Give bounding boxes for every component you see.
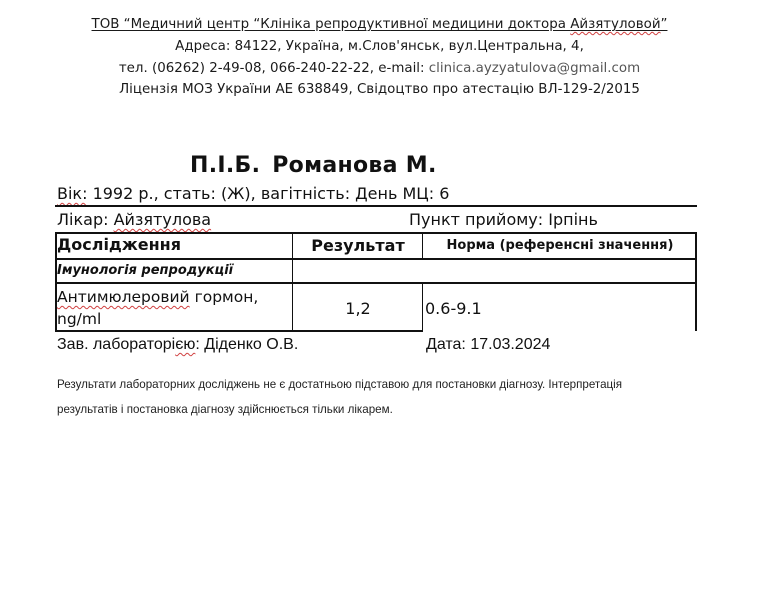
col-header-result: Результат: [311, 236, 405, 255]
clinic-name-surname: Айзятуловой: [570, 17, 661, 32]
report-date: Дата: 17.03.2024: [426, 336, 551, 353]
divider: [55, 205, 697, 207]
table-border-top: [55, 232, 697, 234]
clinic-contacts: [0, 60, 759, 77]
col-header-norm: Норма (референсні значення): [446, 238, 674, 253]
lab-head-name: : Діденко О.В.: [195, 336, 299, 353]
results-table: [55, 232, 697, 332]
col-header-test: Дослідження: [57, 235, 182, 254]
reception-point: Пункт прийому: Ірпінь: [409, 210, 598, 229]
test-result: 1,2: [345, 299, 371, 318]
clinic-phone: тел. (06262) 2-49-08, 066-240-22-22, e-mail:: [118, 61, 429, 76]
clinic-name-text: ТОВ “Медичний центр “Клініка репродуктивної медицини доктора: [91, 17, 571, 32]
patient-name-value: Романова М.: [272, 153, 437, 178]
table-border-header: [55, 258, 697, 260]
doctor-name: Айзятулова: [113, 210, 212, 229]
clinic-address: Адреса: 84122, Україна, м.Слов'янськ, вул.Центральна, 4,: [175, 39, 584, 54]
test-name: [57, 286, 291, 330]
clinic-name-quote: ”: [660, 17, 668, 32]
disclaimer-line-2: результатів і постановка діагнозу здійснюється тільки лікарем.: [57, 403, 393, 416]
disclaimer-line-1: Результати лабораторних досліджень не є достатньою підставою для постановки діагнозу. Інтерпретація: [57, 378, 623, 391]
patient-info-line: [57, 184, 449, 203]
table-border-bottom: [55, 330, 423, 332]
clinic-email: clinica.ayzyatulova@gmail.com: [428, 61, 641, 76]
lab-head-signature: [57, 336, 298, 354]
doctor-label: Лікар:: [57, 210, 114, 229]
test-name-part1: Антимюлеровий: [57, 288, 190, 306]
lab-head-prefix: Зав. лабораторі: [57, 336, 176, 353]
patient-name-label: П.І.Б.: [190, 153, 261, 178]
table-border-section: [55, 282, 697, 284]
patient-name: [190, 153, 437, 178]
test-name-part2: гормон,: [189, 288, 259, 306]
lab-head-squiggle: єю: [175, 336, 196, 353]
clinic-license: Ліцензія МОЗ України АЕ 638849, Свідоцтво про атестацію ВЛ-129-2/2015: [119, 82, 640, 97]
age-details: 1992 р., стать: (Ж), вагітність: День МЦ: 6: [87, 184, 450, 203]
test-unit: ng/ml: [57, 310, 102, 328]
test-norm: 0.6-9.1: [425, 299, 482, 318]
section-title: Імунологія репродукції: [57, 263, 234, 278]
doctor-line: [57, 210, 211, 229]
age-label: Вік:: [57, 184, 88, 203]
clinic-name: [0, 16, 759, 33]
